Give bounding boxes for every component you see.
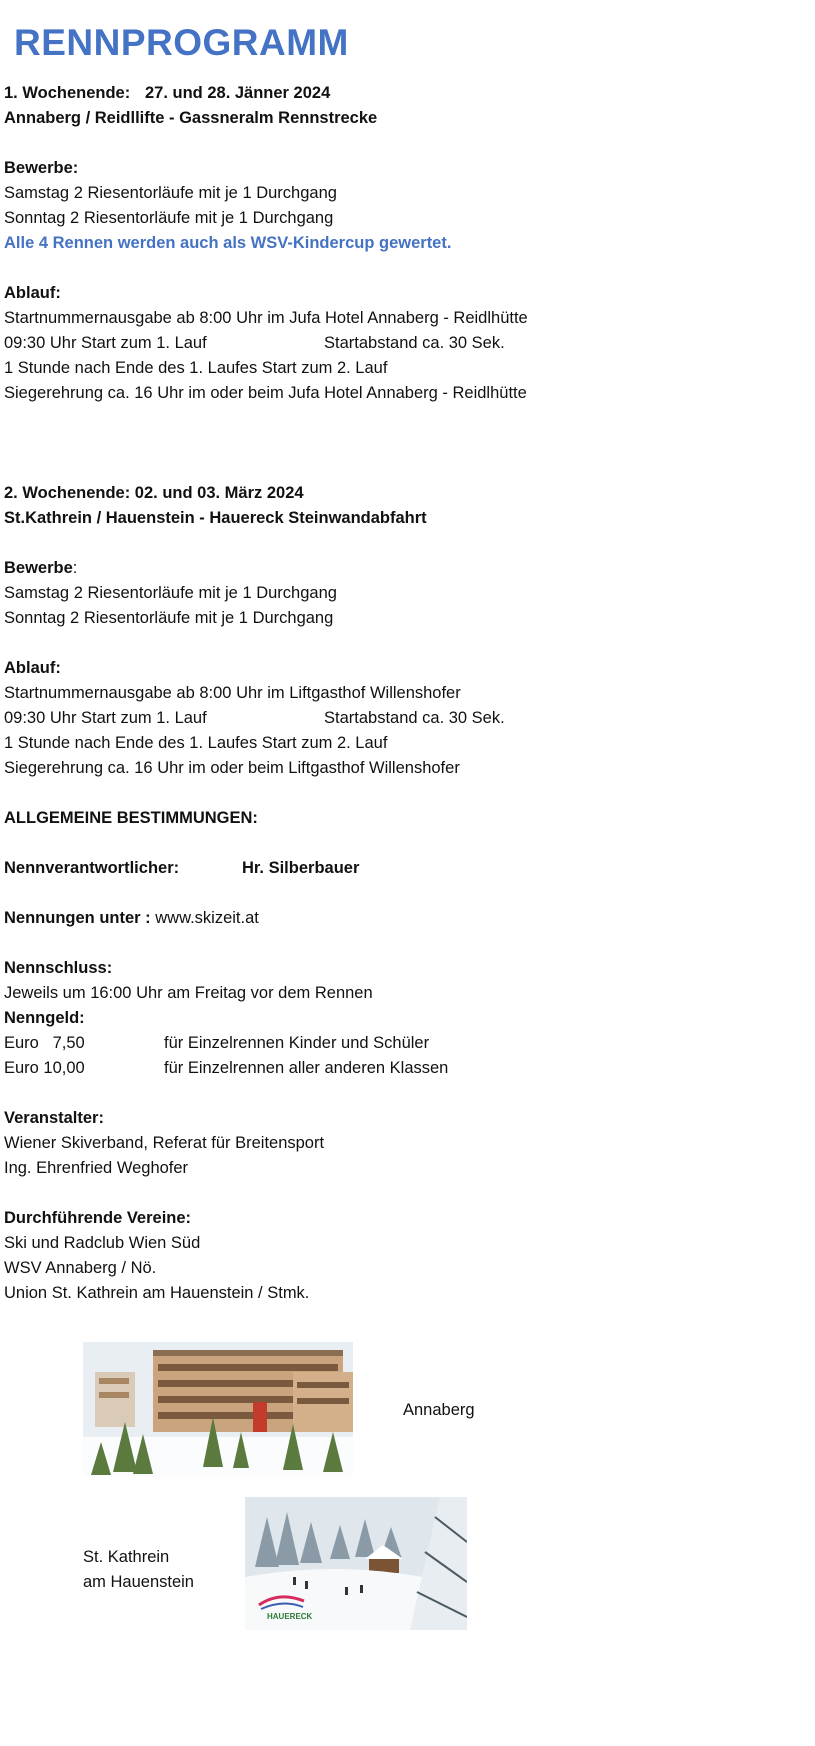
entries-row xyxy=(4,906,259,931)
weekend2-bewerbe-label-text: Bewerbe xyxy=(4,559,73,577)
weekend2-ablauf-line: Siegerehrung ca. 16 Uhr im oder beim Liftgasthof Willenshofer xyxy=(4,759,460,777)
weekend2-bewerbe-item: Sonntag 2 Riesentorläufe mit je 1 Durchgang xyxy=(4,609,334,627)
weekend1-bewerbe-label: Bewerbe: xyxy=(4,159,79,177)
entries-url: www.skizeit.at xyxy=(155,909,259,927)
weekend1-ablauf-line xyxy=(4,331,604,356)
weekend1-ablauf-line: 1 Stunde nach Ende des 1. Laufes Start zum 2. Lauf xyxy=(4,359,388,377)
weekend2-start-interval: Startabstand ca. 30 Sek. xyxy=(324,709,505,727)
deadline-text: Jeweils um 16:00 Uhr am Freitag vor dem Rennen xyxy=(4,984,373,1002)
weekend2-bewerbe-colon: : xyxy=(72,559,78,577)
annaberg-hotel-illustration xyxy=(83,1342,353,1477)
club-item: Union St. Kathrein am Hauenstein / Stmk. xyxy=(4,1284,310,1302)
weekend2-heading: 2. Wochenende: 02. und 03. März 2024 xyxy=(4,484,304,502)
club-item: WSV Annaberg / Nö. xyxy=(4,1259,157,1277)
weekend2-bewerbe-item: Samstag 2 Riesentorläufe mit je 1 Durchgang xyxy=(4,584,337,602)
hauereck-ski-slope-photo xyxy=(245,1497,467,1630)
weekend1-heading xyxy=(4,81,331,106)
responsible-label: Nennverantwortlicher: xyxy=(4,859,180,877)
weekend2-ablauf-line xyxy=(4,706,604,731)
weekend1-ablauf-line: Siegerehrung ca. 16 Uhr im oder beim Jufa Hotel Annaberg - Reidlhütte xyxy=(4,384,527,402)
fee-amount: Euro 7,50 xyxy=(4,1034,85,1052)
fee-description: für Einzelrennen Kinder und Schüler xyxy=(164,1034,430,1052)
weekend1-kindercup-note: Alle 4 Rennen werden auch als WSV-Kindercup gewertet. xyxy=(4,234,452,252)
annaberg-hotel-photo xyxy=(83,1342,353,1477)
hauereck-logo-text: HAUERECK xyxy=(267,1612,313,1621)
weekend2-ablauf-line: 1 Stunde nach Ende des 1. Laufes Start zum 2. Lauf xyxy=(4,734,388,752)
weekend2-start-time: 09:30 Uhr Start zum 1. Lauf xyxy=(4,709,207,727)
clubs-label: Durchführende Vereine: xyxy=(4,1209,192,1227)
organizer-line: Wiener Skiverband, Referat für Breitensport xyxy=(4,1134,325,1152)
organizer-line: Ing. Ehrenfried Weghofer xyxy=(4,1159,189,1177)
fee-label: Nenngeld: xyxy=(4,1009,85,1027)
fee-row xyxy=(4,1056,604,1081)
general-heading: ALLGEMEINE BESTIMMUNGEN: xyxy=(4,809,258,827)
weekend1-bewerbe-item: Samstag 2 Riesentorläufe mit je 1 Durchgang xyxy=(4,184,337,202)
fee-description: für Einzelrennen aller anderen Klassen xyxy=(164,1059,449,1077)
club-item: Ski und Radclub Wien Süd xyxy=(4,1234,201,1252)
organizer-label: Veranstalter: xyxy=(4,1109,104,1127)
hauereck-slope-illustration xyxy=(245,1497,467,1630)
annaberg-caption: Annaberg xyxy=(403,1401,475,1419)
weekend2-ablauf-label: Ablauf: xyxy=(4,659,61,677)
kathrein-caption-line1: St. Kathrein xyxy=(83,1548,170,1566)
weekend1-heading-date: 27. und 28. Jänner 2024 xyxy=(145,84,331,102)
responsible-name: Hr. Silberbauer xyxy=(242,859,360,877)
kathrein-caption-line2: am Hauenstein xyxy=(83,1573,194,1591)
fee-row xyxy=(4,1031,604,1056)
weekend1-heading-label: 1. Wochenende: xyxy=(4,84,131,102)
page-title: RENNPROGRAMM xyxy=(14,22,349,63)
weekend2-ablauf-line: Startnummernausgabe ab 8:00 Uhr im Liftgasthof Willenshofer xyxy=(4,684,461,702)
weekend1-ablauf-line: Startnummernausgabe ab 8:00 Uhr im Jufa Hotel Annaberg - Reidlhütte xyxy=(4,309,528,327)
weekend1-bewerbe-item: Sonntag 2 Riesentorläufe mit je 1 Durchgang xyxy=(4,209,334,227)
responsible-row xyxy=(4,856,504,881)
weekend2-bewerbe-label xyxy=(4,556,77,581)
entries-label: Nennungen unter : xyxy=(4,909,151,927)
weekend2-location: St.Kathrein / Hauenstein - Hauereck Steinwandabfahrt xyxy=(4,509,427,527)
weekend1-start-interval: Startabstand ca. 30 Sek. xyxy=(324,334,505,352)
weekend1-ablauf-label: Ablauf: xyxy=(4,284,61,302)
weekend1-location: Annaberg / Reidllifte - Gassneralm Rennstrecke xyxy=(4,109,378,127)
weekend1-start-time: 09:30 Uhr Start zum 1. Lauf xyxy=(4,334,207,352)
deadline-label: Nennschluss: xyxy=(4,959,113,977)
fee-amount: Euro 10,00 xyxy=(4,1059,85,1077)
